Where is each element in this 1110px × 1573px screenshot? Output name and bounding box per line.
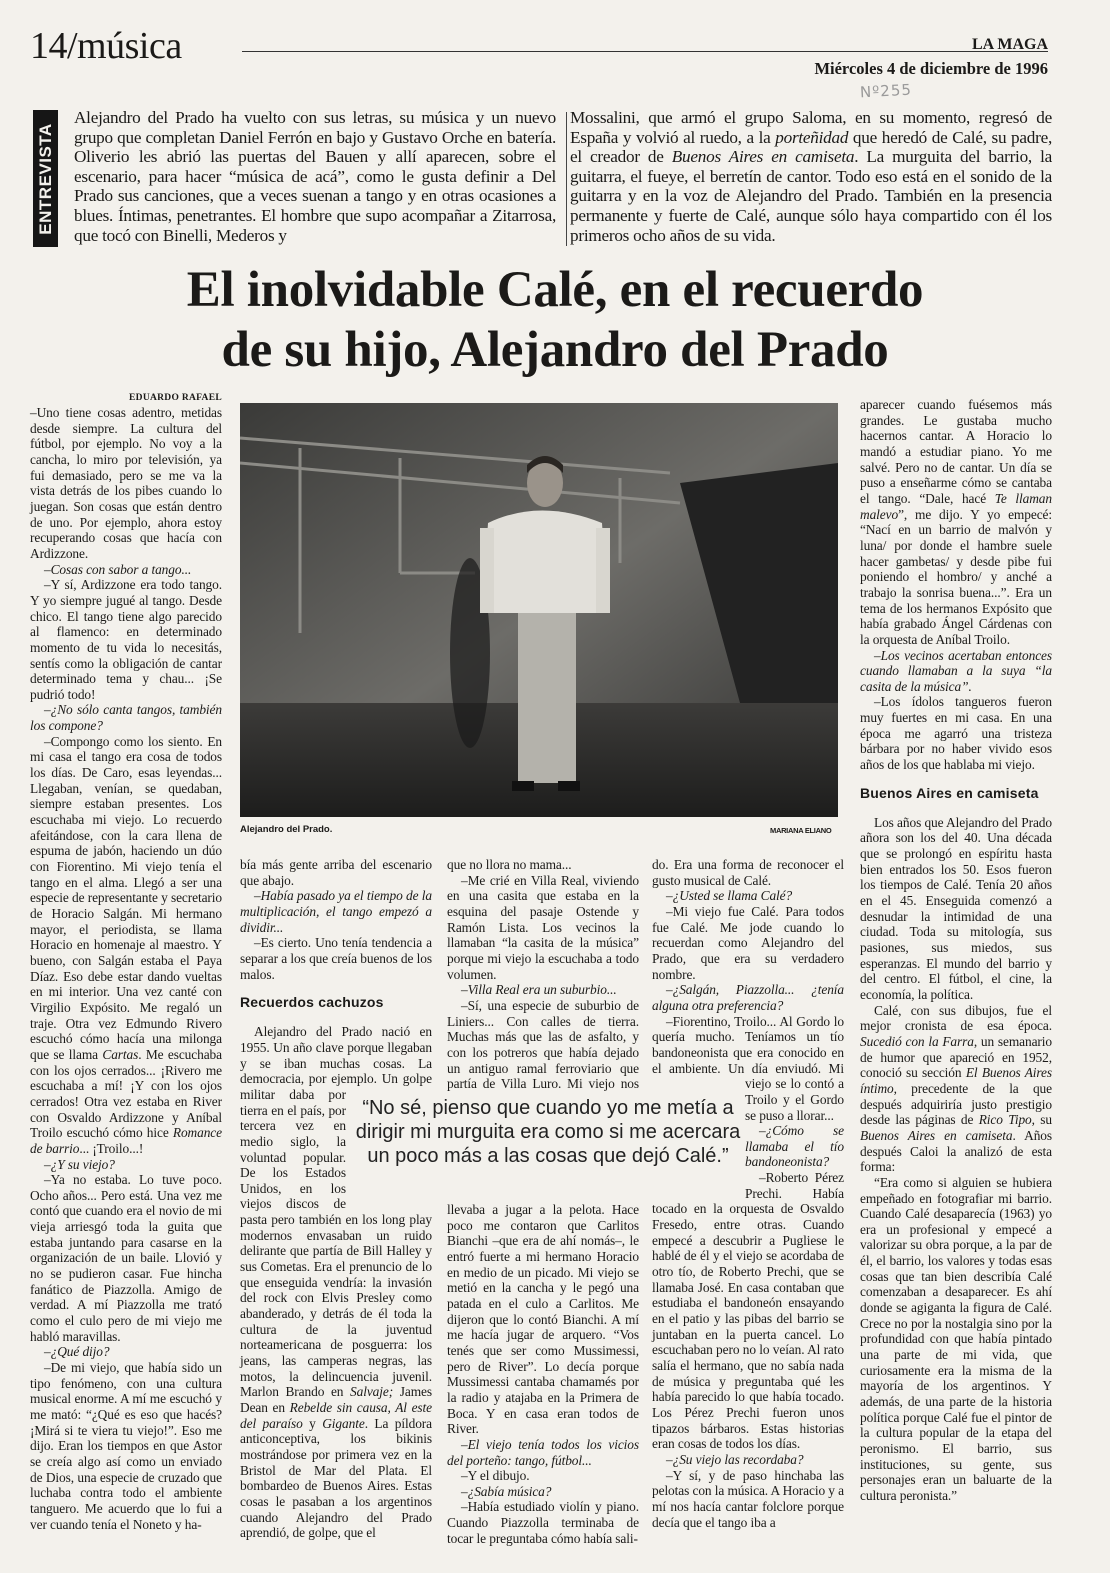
pull-quote-gap xyxy=(346,1090,432,1200)
paragraph xyxy=(240,857,432,888)
photo xyxy=(240,403,838,817)
text-run: –¿Y su viejo? xyxy=(44,1156,115,1172)
paragraph xyxy=(30,1172,222,1344)
text-run: , su xyxy=(1031,1112,1052,1128)
publication-name: LA MAGA xyxy=(972,36,1048,53)
intro-divider xyxy=(566,112,567,246)
italic-title: Te llaman malevo xyxy=(860,490,1052,522)
photo-portrait-image xyxy=(240,403,838,817)
article-column-2 xyxy=(240,857,432,1541)
article-column-3 xyxy=(447,857,639,1546)
text-run: –¿Qué dijo? xyxy=(44,1344,110,1360)
paragraph xyxy=(860,1003,1052,1175)
italic-title: Salvaje; xyxy=(350,1384,394,1400)
text-run: que heredó de Calé, su padre, el creador de xyxy=(570,127,1053,167)
italic-title: Sucedió con la Farra xyxy=(860,1033,974,1049)
text-run: –¿Usted se llama Calé? xyxy=(666,888,793,904)
paragraph xyxy=(30,405,222,562)
paragraph xyxy=(652,1468,844,1531)
text-run: , un semanario de humor que apareció en 1952, conoció su sección xyxy=(860,1033,1052,1081)
interview-question xyxy=(447,1437,639,1468)
text-run: Mossalini, que armó el grupo Saloma, en su momento, regresó de España y volvió al ruedo, a la xyxy=(570,108,1052,147)
interview-question xyxy=(652,1452,844,1468)
text-run: y xyxy=(302,1415,323,1431)
italic-title: Rico Tipo xyxy=(978,1112,1032,1128)
subheading xyxy=(860,785,1052,801)
header-rule xyxy=(242,51,1048,52)
text-run: Recuerdos cachuzos xyxy=(240,994,384,1011)
paragraph xyxy=(447,1468,639,1484)
text-run: ”, me dijo. Y yo empecé: “Nací en un barrio de malvón y luna/ por donde el hambre suele hacer gambetas/ y desde pibe fui poniendo el hombro/ y anché a trabajo la sonrisa buena...”. Era un tema de los hermanos Expósito que había grabado Ángel Cárdenas con la orquesta de Aníbal Troilo. xyxy=(860,506,1052,647)
text-run: . Años después Caloi la analizó de esta forma: xyxy=(860,1127,1052,1175)
text-run: –Los vecinos acertaban entonces cuando llamaban a la suya “la casita de la música”. xyxy=(860,647,1052,694)
pull-quote-gap xyxy=(447,1092,639,1202)
section-tag xyxy=(33,110,58,247)
text-run: ... ¡Troilo...! xyxy=(79,1140,144,1156)
italic-title: Rebelde sin causa, Al este del paraíso xyxy=(240,1400,432,1431)
issue-date: Miércoles 4 de diciembre de 1996 xyxy=(814,59,1048,78)
paragraph xyxy=(652,1170,844,1452)
paragraph xyxy=(860,694,1052,772)
text-run: –El viejo tenía todos los vicios del porteño: tango, fútbol... xyxy=(447,1436,639,1468)
text-run: . La píldora anticonceptiva, los bikinis mostrándose por primera vez en la Bristol de Mar del Plata. El bombardeo de Buenos Aires. Estas cosas le pasaban a los argentinos cuando Alejandro del Prado aprendió, de golpe, que el xyxy=(240,1415,432,1541)
paragraph xyxy=(30,1360,222,1532)
intro-column-1: Alejandro del Prado ha vuelto con sus letras, su música y un nuevo grupo que completan Daniel Ferrón en bajo y Gustavo Orche en batería. Oliverio les abrió las puertas del Bauen y allí aparecen, sobre el escenario, para hacer “música de acá”, como le gusta definir a Del Prado sus canciones, que a veces suenan a tango y en otras ocasiones a blues. Íntimas, penetrantes. El hombre que supo acompañar a Zitarrosa, que tocó con Binelli, Mederos y xyxy=(74,108,556,245)
text-run: –Mi viejo fue Calé. Para todos fue Calé. Me jode cuando lo recuerdan como Alejandro del Prado, que era su verdadero nombre. xyxy=(652,903,844,982)
section-tag-label: ENTREVISTA xyxy=(35,122,55,235)
text-run: que no llora no mama... xyxy=(447,857,572,872)
text-run: –Y el dibujo. xyxy=(461,1468,530,1484)
paragraph xyxy=(860,815,1052,1003)
paragraph xyxy=(447,857,639,873)
byline: EDUARDO RAFAEL xyxy=(129,393,222,403)
text-run: Calé, con sus dibujos, fue el mejor cronista de esa época. xyxy=(860,1002,1052,1034)
italic-title: Cartas xyxy=(102,1046,139,1062)
italic-title: Buenos Aires en camiseta xyxy=(860,1127,1013,1143)
interview-question xyxy=(652,982,844,1013)
text-run: –Había pasado ya el tiempo de la multiplicación, el tango empezó a dividir... xyxy=(240,888,432,935)
italic-title: Gigante xyxy=(322,1415,365,1431)
handwritten-issue-number: Nº255 xyxy=(859,80,913,102)
paragraph xyxy=(860,1175,1052,1504)
text-run: , precedente de la que después adquiriría justo prestigio desde las páginas de xyxy=(860,1080,1052,1128)
text-run: bía más gente arriba del escenario que abajo. xyxy=(240,857,432,888)
interview-question xyxy=(30,1157,222,1173)
paragraph xyxy=(30,577,222,702)
paragraph xyxy=(652,904,844,982)
interview-question xyxy=(30,1344,222,1360)
italic-title: porteñidad xyxy=(775,127,849,147)
paragraph xyxy=(30,734,222,1157)
pull-quote: “No sé, pienso que cuando yo me metía a dirigir mi murguita era como si me acercara un poco más a las cosas que dejó Calé.” xyxy=(355,1097,741,1167)
text-run: –Y sí, Ardizzone era todo tango. Y yo siempre jugué al tango. Desde chico. El tango tiene algo parecido al flamenco: en determinado momento de tu vida lo necesitás, sentís como la obligación de cantar determinado tema y chau... ¡Se pudrió todo! xyxy=(30,577,222,702)
text-run: –¿Su viejo las recordaba? xyxy=(666,1451,804,1467)
photo-credit: MARIANA ELIANO xyxy=(770,826,832,835)
text-run: –Los ídolos tangueros fueron muy fuertes en mi casa. En una época me agarró una tristeza bárbara por no haber vivido esos años de los que hablaba mi viejo. xyxy=(860,694,1052,773)
text-run: –Sí, una especie de suburbio de Liniers... Con calles de tierra. Muchas más que las de asfalto, y con los potreros que había dejado un antiguo ramal ferroviario que partía de Villa Luro. Mi viejo nos llevaba a jugar a la pelota. Hace poco me contaron que Carlitos Bianchi –que era de ahí nomás–, le entró fuerte a mi hermano Horacio en medio de un picado. Mi viejo se metió en la cancha y le pegó una patada en el culo a Carlitos. Me dijeron que lo contó Bianchi. A mí me hacía jugar de arquero. “Vos tenés que ser como Mussimessi, pero de River”. Lo decía porque Mussimessi cantaba chamamés por la radio y atajaba en la Primera de Boca. Y en casa eran todos de River. xyxy=(447,997,639,1437)
paragraph xyxy=(652,857,844,888)
article-column-5 xyxy=(860,397,1052,1504)
text-run: aparecer cuando fuésemos más grandes. Le gustaba mucho hacernos cantar. A Horacio lo mandó a estudiar piano. Yo me salvé. Pero no de cantar. Un día se puso a enseñarme cómo se cantaba el tango. “Dale, hacé xyxy=(860,397,1052,506)
italic-title: Buenos Aires en camiseta xyxy=(671,147,855,167)
interview-question xyxy=(30,562,222,578)
interview-question xyxy=(860,648,1052,695)
pull-quote-gap xyxy=(652,1085,745,1197)
text-run: –Fiorentino, Troilo... Al Gordo lo quería mucho. Teníamos un tío bandoneonista que era conocido en el ambiente. Un día enviudó. Mi viejo se lo contó a Troilo y el Gordo se puso a llorar... xyxy=(652,1013,844,1123)
article-column-4 xyxy=(652,857,844,1530)
text-run: Alejandro del Prado nació en 1955. Un año clave porque llegaban y se iban muchas cosas. La democracia, por ejemplo. Un golpe militar daba por tierra en el país, por tercera vez en medio siglo, la voluntad popular. De los Estados Unidos, en los viejos discos de pasta pero también en los long play modernos envasaban un ruido delirante que partía de Bill Halley y sus Cometas. Era el prenuncio de lo que enseguida vendría: la invasión del rock con Elvis Presley como abanderado, y detrás de él toda la cultura de la juventud norteamericana de posguerra: los jeans, las camperas negras, las motos, la delincuencia juvenil. Marlon Brando en xyxy=(240,1024,432,1400)
text-run: –Había estudiado violín y piano. Cuando Piazzolla terminaba de tocar le preguntaba cómo había sali- xyxy=(447,1499,639,1546)
paragraph xyxy=(447,873,639,983)
text-run: –Me crié en Villa Real, viviendo en una casita que estaba en la esquina del pasaje Ostende y Ramón Lista. Los vecinos la llamaban “la casita de la música” porque mi viejo la escuchaba a todo volumen. xyxy=(447,872,639,982)
italic-title: El Buenos Aires íntimo xyxy=(860,1065,1052,1096)
interview-question xyxy=(652,888,844,904)
text-run: –¿No sólo canta tangos, también los compone? xyxy=(30,702,222,734)
text-run: James Dean en xyxy=(240,1384,432,1415)
text-run: –Uno tiene cosas adentro, metidas desde siempre. La cultura del fútbol, por ejemplo. No voy a la cancha, lo miro por televisión, ya fui demasiado, pero se me va la vista detrás de los pibes cuando lo juegan. Son cosas que están dentro de uno. Por ejemplo, ahora estoy recuperando cosas que hacía con Ardizzone. xyxy=(30,405,222,561)
text-run: –Villa Real era un suburbio... xyxy=(461,982,617,998)
text-run: –Es cierto. Uno tenía tendencia a separar a los que creía buenos de los malos. xyxy=(240,935,432,982)
text-run: Los años que Alejandro del Prado añora son los del 40. Una década que se prolongó en espíritu hasta bien entrados los 50. Esos fueron los tiempos de Calé. Tenía 20 años en el 45. Enseguida comenzó a desnudar la intimidad de una ciudad. Toda su mitología, sus pasiones, sus miedos, sus esperanzas. El mundo del barrio y del centro. El fútbol, el cine, la economía, la política. xyxy=(860,814,1052,1002)
text-run: –Cosas con sabor a tango... xyxy=(44,561,192,577)
text-run: –Compongo como los siento. En mi casa el tango era cosa de todos los días. De Caro, esas leyendas... Llegaban, venían, se quedaban, siempre estaban presentes. Los escuchaba mi viejo. Lo recuerdo afeitándose, con la cara llena de espuma de jabón, haciendo un dúo con Fiorentino. Mi viejo tenía el tango en el alma. Llegó a ser una especie de representante y secretario de Horacio Salgán. Mi hermano mayor, el periodista, se llama Horacio en homenaje al maestro. Y bueno, con Salgán estaba el Paya Díaz. Eso debe estar dando vueltas en mi interior. Una vez canté con Virgilio Expósito. Me regaló un traje. Otra vez Edmundo Rivero escuchó cómo hacía una milonga que se llama xyxy=(30,733,222,1062)
text-run: . La murguita del barrio, la guitarra, el fueye, el berretín de cantor. Todo eso está en el sonido de la guitarra y en la voz de Alejandro del Prado. También en la presencia permanente y fuerte de Calé, aunque sólo haya compartido con él los primeros ocho años de su vida. xyxy=(570,147,1052,245)
text-run: “Era como si alguien se hubiera empeñado en fotografiar mi barrio. Cuando Calé desaparecía (1963) yo era un profesional y empecé a valorizar su obra porque, a la par de él, el barrio, los valores y todas esas cosas que tan bien describía Calé comenzaban a desaparecer. Es ahí donde se agiganta la figura de Calé. Crece no por la nostalgia sino por la profundidad con que había pintado una parte de mi vida, que curiosamente era la misma de la mayoría de los argentinos. Y además, de una parte de la historia política porque Calé fue el pintor de la cultura popular de la etapa del peronismo. El barrio, sus instituciones, su gente, sus personajes eran un baluarte de la cultura peronista.” xyxy=(860,1174,1052,1503)
text-run: –Y sí, y de paso hinchaba las pelotas con la música. A Horacio y a mí nos hacía cantar folclore porque decía que el tango iba a xyxy=(652,1467,844,1530)
paragraph xyxy=(447,998,639,1437)
text-run: –¿Cómo se llamaba el tío bandoneonista? xyxy=(745,1123,844,1170)
text-run: Buenos Aires en camiseta xyxy=(860,784,1039,801)
interview-question xyxy=(447,1484,639,1500)
interview-question xyxy=(447,982,639,998)
paragraph xyxy=(860,397,1052,648)
subheading xyxy=(240,994,432,1010)
article-column-1 xyxy=(30,405,222,1532)
interview-question xyxy=(30,702,222,733)
interview-question xyxy=(240,888,432,935)
text-run: –¿Sabía música? xyxy=(461,1483,552,1499)
text-run: –Roberto Pérez Prechi. Había tocado en la orquesta de Osvaldo Fresedo, entre otras. Cuando empecé a descubrir a Pugliese le hablé de él y el viejo se acordaba de otro tío, de Roberto Prechi, que se llamaba José. En casa contaban que estudiaba el bandoneón ensayando en el patio y las pibas del barrio se juntaban en la puerta cancel. Lo escuchaban pero no lo veían. Al rato salía el hermano, que no sabía nada de música y preguntaba qué les había parecido lo que había tocado. Los Pérez Prechi fueron unos tipazos bárbaros. Estas historias eran cosas de todos los días. xyxy=(652,1170,844,1452)
photo-caption: Alejandro del Prado. xyxy=(240,824,333,835)
paragraph xyxy=(447,1499,639,1546)
text-run: do. Era una forma de reconocer el gusto musical de Calé. xyxy=(652,857,844,888)
headline-line-1: El inolvidable Calé, en el recuerdo xyxy=(186,262,924,318)
text-run: –De mi viejo, que había sido un tipo fenómeno, con una cultura musical enorme. A mí me escuchó y me mató: “¿Qué es eso que hacés? ¡Mirá si te viera tu viejo!”. Eso me dijo. Eran los tiempos en que Astor se creía algo así como un enviado de Dios, una especie de cruzado que luchaba contra todo el ambiente tanguero. Me acuerdo que lo fui a ver cuando tenía el Noneto y ha- xyxy=(30,1360,222,1532)
text-run: . Me escuchaba con los ojos cerrados... ¡Rivero me escuchaba a mí! ¡Y con los ojos cerrados! Otra vez estaba en River con Osvaldo Ardizzone y Aníbal Troilo escuchó cómo hice xyxy=(30,1046,222,1141)
headline-line-2: de su hijo, Alejandro del Prado xyxy=(221,322,889,378)
intro-column-2 xyxy=(570,108,1052,245)
section-title: 14/música xyxy=(30,25,182,67)
paragraph xyxy=(240,935,432,982)
italic-title: Romance de barrio xyxy=(30,1125,222,1156)
text-run: –Ya no estaba. Lo tuve poco. Ocho años... Pero está. Una vez me contó que cuando era el novio de mi vieja arriesgó toda la guita que estaba juntando para casarse en la organización de un baile. Llovió y no se pudieron casar. Fue hincha fanático de Piazzolla. Amigo de verdad. A mí Piazzolla me trató como el culo pero de mi viejo me habló maravillas. xyxy=(30,1172,222,1344)
text-run: –¿Salgán, Piazzolla... ¿tenía alguna otra preferencia? xyxy=(652,982,844,1013)
